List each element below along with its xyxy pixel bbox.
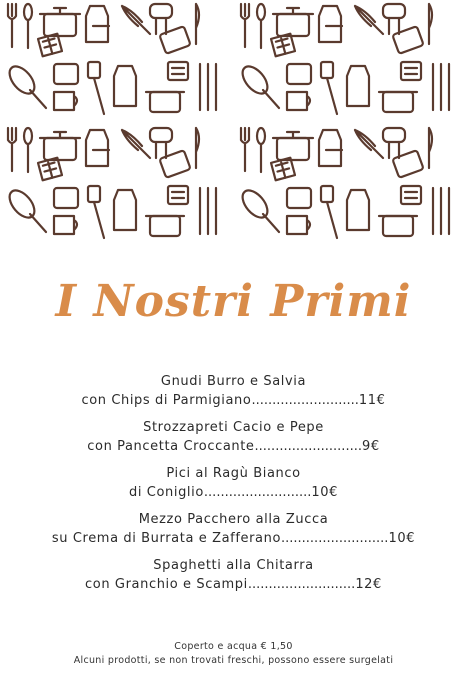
dish-name: Mezzo Pacchero alla Zucca bbox=[138, 512, 329, 527]
cover-charge-note: Coperto e acqua € 1,50 bbox=[174, 641, 293, 652]
dish-item bbox=[0, 418, 467, 456]
menu-title: I Nostri Primi bbox=[55, 276, 412, 327]
dish-name: Spaghetti alla Chitarra bbox=[153, 558, 314, 573]
dish-item bbox=[0, 510, 467, 548]
dish-price: 10€ bbox=[388, 531, 416, 546]
dish-price: 11€ bbox=[358, 393, 386, 408]
dish-detail-row bbox=[0, 575, 467, 594]
dish-detail: con Chips di Parmigiano bbox=[81, 393, 252, 408]
dish-item bbox=[0, 556, 467, 594]
dish-detail-row bbox=[0, 391, 467, 410]
dish-detail-row bbox=[0, 529, 467, 548]
dish-detail-row bbox=[0, 483, 467, 502]
dish-name: Strozzapreti Cacio e Pepe bbox=[143, 420, 324, 435]
menu-footer bbox=[0, 640, 467, 668]
dish-detail: di Coniglio bbox=[129, 485, 204, 500]
dish-leader-dots: .......................... bbox=[281, 531, 389, 546]
dish-leader-dots: .......................... bbox=[247, 577, 356, 592]
dish-detail: con Pancetta Croccante bbox=[87, 439, 255, 454]
dish-detail: con Granchio e Scampi bbox=[85, 577, 248, 592]
dish-item bbox=[0, 372, 467, 410]
dish-price: 12€ bbox=[355, 577, 382, 592]
dish-leader-dots: .......................... bbox=[203, 485, 312, 500]
dish-list bbox=[0, 372, 467, 602]
dish-detail: su Crema di Burrata e Zafferano bbox=[51, 531, 281, 546]
dish-leader-dots: .......................... bbox=[254, 439, 362, 454]
dish-item bbox=[0, 464, 467, 502]
kitchen-utensils-pattern bbox=[0, 0, 467, 248]
dish-price: 9€ bbox=[361, 439, 380, 454]
dish-name: Gnudi Burro e Salvia bbox=[160, 374, 307, 389]
frozen-products-note: Alcuni prodotti, se non trovati freschi, possono essere surgelati bbox=[73, 655, 394, 666]
dish-price: 10€ bbox=[311, 485, 338, 500]
dish-detail-row bbox=[0, 437, 467, 456]
dish-name: Pici al Ragù Bianco bbox=[166, 466, 301, 481]
dish-leader-dots: .......................... bbox=[251, 393, 359, 408]
